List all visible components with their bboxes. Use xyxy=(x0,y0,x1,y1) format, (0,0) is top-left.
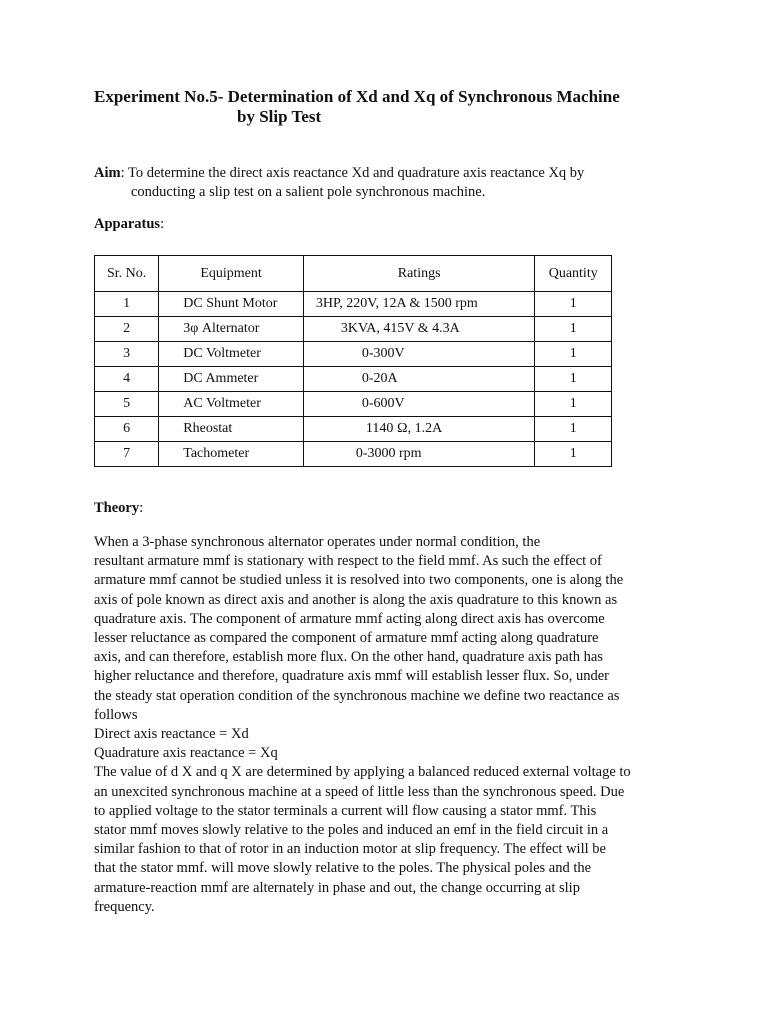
theory-line: axis of pole known as direct axis and another is along the axis quadrature to this known as xyxy=(94,591,618,608)
theory-line: Quadrature axis reactance = Xq xyxy=(94,745,278,762)
cell-ratings: 0-20A xyxy=(303,367,535,392)
cell-quantity: 1 xyxy=(535,292,612,317)
cell-quantity: 1 xyxy=(535,417,612,442)
aim-label: Aim xyxy=(94,165,121,181)
table-row xyxy=(95,442,612,467)
theory-line: Direct axis reactance = Xd xyxy=(94,726,249,743)
apparatus-label: Apparatus xyxy=(94,216,161,232)
theory-line: an unexcited synchronous machine at a speed of little less than the synchronous speed. Due xyxy=(94,783,625,800)
aim-text-line-1: : To determine the direct axis reactance Xd and quadrature axis reactance Xq by xyxy=(120,165,585,181)
aim-paragraph xyxy=(94,164,694,202)
cell-sr-no: 6 xyxy=(95,417,159,442)
title-line-1: Experiment No.5- Determination of Xd and Xq of Synchronous Machine xyxy=(94,87,620,106)
theory-line: higher reluctance and therefore, quadrature axis mmf will establish lesser flux. So, under xyxy=(94,668,609,685)
cell-quantity: 1 xyxy=(535,342,612,367)
cell-quantity: 1 xyxy=(535,392,612,417)
theory-colon: : xyxy=(139,500,144,516)
title-line-2: by Slip Test xyxy=(237,107,322,126)
apparatus-table xyxy=(94,255,612,467)
theory-line: axis, and can therefore, establish more flux. On the other hand, quadrature axis path has xyxy=(94,649,603,666)
cell-sr-no: 7 xyxy=(95,442,159,467)
theory-line: to applied voltage to the stator terminals a current will flow causing a stator mmf. This xyxy=(94,802,597,819)
cell-sr-no: 1 xyxy=(95,292,159,317)
cell-ratings: 0-300V xyxy=(303,342,535,367)
theory-line: The value of d X and q X are determined by applying a balanced reduced external voltage to xyxy=(94,764,631,781)
theory-paragraph xyxy=(94,533,674,917)
apparatus-heading xyxy=(94,216,164,233)
cell-equipment: DC Shunt Motor xyxy=(159,292,304,317)
page-title xyxy=(94,87,714,127)
table-header-row xyxy=(95,256,612,292)
cell-equipment: Rheostat xyxy=(159,417,304,442)
theory-line: armature-reaction mmf are alternately in phase and out, the change occurring at slip xyxy=(94,879,580,896)
cell-quantity: 1 xyxy=(535,367,612,392)
cell-ratings: 0-3000 rpm xyxy=(303,442,535,467)
table-row xyxy=(95,292,612,317)
cell-quantity: 1 xyxy=(535,317,612,342)
table-row xyxy=(95,342,612,367)
theory-line: frequency. xyxy=(94,898,155,915)
table-row xyxy=(95,367,612,392)
cell-quantity: 1 xyxy=(535,442,612,467)
theory-line: armature mmf cannot be studied unless it is resolved into two components, one is along the xyxy=(94,572,624,589)
cell-sr-no: 2 xyxy=(95,317,159,342)
theory-label: Theory xyxy=(94,500,140,516)
cell-equipment: DC Ammeter xyxy=(159,367,304,392)
apparatus-colon: : xyxy=(160,216,165,232)
theory-line: When a 3-phase synchronous alternator operates under normal condition, the xyxy=(94,534,541,550)
theory-line: quadrature axis. The component of armature mmf acting along direct axis has overcome xyxy=(94,610,605,627)
theory-line: stator mmf moves slowly relative to the poles and induced an emf in the field circuit in a xyxy=(94,822,609,839)
theory-heading xyxy=(94,500,143,517)
cell-equipment: 3φ Alternator xyxy=(159,317,304,342)
header-equipment: Equipment xyxy=(159,256,304,292)
theory-line: similar fashion to that of rotor in an induction motor at slip frequency. The effect will be xyxy=(94,841,606,858)
theory-line: lesser reluctance as compared the component of armature mmf acting along quadrature xyxy=(94,630,599,647)
theory-line: follows xyxy=(94,706,138,723)
table-row xyxy=(95,417,612,442)
header-quantity: Quantity xyxy=(535,256,612,292)
cell-equipment: Tachometer xyxy=(159,442,304,467)
cell-ratings: 0-600V xyxy=(303,392,535,417)
cell-sr-no: 4 xyxy=(95,367,159,392)
theory-line: resultant armature mmf is stationary with respect to the field mmf. As such the effect of xyxy=(94,553,602,570)
cell-ratings: 3HP, 220V, 12A & 1500 rpm xyxy=(303,292,535,317)
cell-sr-no: 3 xyxy=(95,342,159,367)
theory-line: the steady stat operation condition of the synchronous machine we define two reactance as xyxy=(94,687,620,704)
table-row xyxy=(95,392,612,417)
cell-ratings: 1140 Ω, 1.2A xyxy=(303,417,535,442)
cell-sr-no: 5 xyxy=(95,392,159,417)
theory-line: that the stator mmf. will move slowly relative to the poles. The physical poles and the xyxy=(94,860,592,877)
header-sr-no: Sr. No. xyxy=(95,256,159,292)
table-row xyxy=(95,317,612,342)
aim-text-line-2: conducting a slip test on a salient pole synchronous machine. xyxy=(131,184,486,200)
cell-equipment: DC Voltmeter xyxy=(159,342,304,367)
cell-equipment: AC Voltmeter xyxy=(159,392,304,417)
header-ratings: Ratings xyxy=(303,256,535,292)
cell-ratings: 3KVA, 415V & 4.3A xyxy=(303,317,535,342)
